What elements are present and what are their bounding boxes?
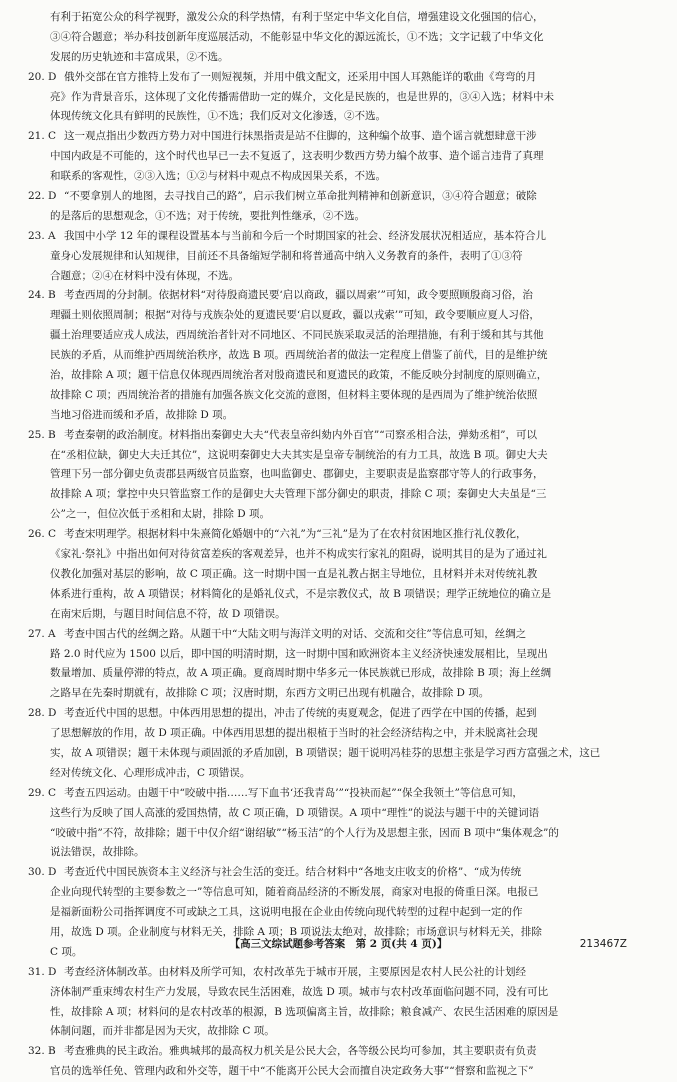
text-line [0,8,635,28]
text-line [0,605,635,625]
question-answer-line [0,127,635,147]
answer-letter: A [48,229,56,242]
question-answer-line [0,704,635,724]
line-text: “不要拿别人的地图，去寻找自己的路”，启示我们树立革命批判精神和创新意识，③④符合题意；破除 [64,190,537,203]
question-answer-line [0,525,635,545]
line-text: 在“丞相位缺，御史大夫迁其位”，这说明秦御史大夫其实是皇帝专制统治的有力工具，故选 B 项。御史大夫 [50,448,548,461]
text-line [0,88,635,108]
question-answer-line [0,187,635,207]
line-text: 考查雅典的民主政治。雅典城邦的最高权力机关是公民大会，各等级公民均可参加，其主要职责有负责 [64,1045,537,1058]
line-text: 在南宋后期，与题目时间信息不符，故 D 项错误。 [50,607,286,620]
question-number: 31. [28,965,45,978]
line-text: 之路早在先秦时期就有，故排除 C 项；汉唐时期，东西方文明已出现有机融合，故排除 D 项。 [50,687,490,700]
text-line [0,804,635,824]
text-line [0,48,635,68]
line-text: 这一观点指出少数西方势力对中国进行抹黑指责是站不住脚的，这种编个故事、造个谣言就想肆意干涉 [64,130,537,143]
text-line [0,724,635,744]
text-line [0,406,635,426]
text-line [0,645,635,665]
question-number: 24. [28,289,45,302]
line-text: 济体制严重束缚农村生产力发展，导致农民生活困难，故选 D 项。城市与农村改革面临问题不同，没有可比 [50,985,549,998]
line-text: C 项。 [50,945,83,958]
line-text: 性，故排除 A 项；材料问的是农村改革的根源，B 选项偏离主旨，故排除；粮食减产、农民生活困难的原因是 [50,1005,559,1018]
question-number: 30. [28,866,45,879]
line-text: 考查近代中国的思想。中体西用思想的提出，冲击了传统的夷夏观念，促进了西学在中国的传播，起到 [64,707,537,720]
line-text: 说法错误，故排除。 [50,846,145,859]
line-text: 管理下另一部分御史负责郡县两级官员监察，也叫监御史、郡御史，主要职责是监察郡守等人的行政事务， [50,468,544,481]
line-text: 治，故排除 A 项；题干信息仅体现西周统治者对殷商遗民和夏遗民的政策，不能反映分封制度的原则确立， [50,369,548,382]
line-text: 考查五四运动。由题干中“咬破中指……写下血书‘还我青岛’”“投袂而起”“保全我领土”等信息可知， [64,786,523,799]
line-text: 疆土治理要适应戎人成法，西周统治者针对不同地区、不同民族采取灵活的治理措施，有利于缓和其与其他 [50,329,544,342]
footer-title: 【高三文综试题参考答案 第 2 页(共 4 页)】 [229,938,448,950]
question-number: 26. [28,528,45,541]
question-number: 22. [28,190,45,203]
text-line [0,565,635,585]
line-text: 考查中国古代的丝绸之路。从题干中“大陆文明与海洋文明的对话、交流和交往”等信息可知，丝绸之 [64,627,527,640]
text-line [0,167,635,187]
answer-letter: D [48,866,57,879]
text-line [0,824,635,844]
line-text: 仪教化加强对基层的影响，故 C 项正确。这一时期中国一直是礼教占据主导地位，且材料并未对传统礼教 [50,567,538,580]
line-text: 考查西周的分封制。依据材料“对待殷商遗民要‘启以商政，疆以周索’”可知，政令要照顾殷商习俗，治 [64,289,533,302]
line-text: 中国内政是不可能的，这个时代也早已一去不复返了，这表明少数西方势力编个故事、造个谣言违背了真理 [50,150,544,163]
line-text: 民族的矛盾，从而维护西周统治秩序，故选 B 项。西周统治者的做法一定程度上借鉴了前代，目的是维护统 [50,349,548,362]
line-text: “咬破中指”不符，故排除；题干中仅介绍“谢绍敏”“杨玉洁”的个人行为及思想主张，因而 B 项中“集体观念”的 [50,826,559,839]
question-number: 20. [28,70,45,83]
line-text: 俄外交部在官方推特上发布了一则短视频，并用中俄文配文，还采用中国人耳熟能详的歌曲《弯弯的月 [64,70,537,83]
line-text: 的是落后的思想观念，①不选；对于传统，要批判性继承，②不选。 [50,209,365,222]
question-answer-line [0,963,635,983]
text-line [0,485,635,505]
text-line [0,1062,635,1082]
answer-letter: C [48,130,57,143]
question-answer-line [0,784,635,804]
text-line [0,1022,635,1042]
question-answer-line [0,625,635,645]
text-line [0,983,635,1003]
line-text: 路 2.0 时代应为 1500 以后，即中国的明清时期，这一时期中国和欧洲资本主义经济快速发展相比，呈现出 [50,647,548,660]
question-answer-line [0,68,635,88]
text-line [0,247,635,267]
text-line [0,843,635,863]
text-line [0,744,635,764]
text-line [0,267,635,287]
line-text: 体制问题，而并非都是因为天灾，故排除 C 项。 [50,1025,275,1038]
text-line [0,505,635,525]
question-answer-line [0,426,635,446]
text-line [0,207,635,227]
line-text: 童身心发展规律和认知规律，目前还不具备缩短学制和将普通高中纳入义务教育的条件，表明了①③符 [50,249,523,262]
answer-letter: B [48,289,56,302]
question-number: 25. [28,428,45,441]
text-line [0,306,635,326]
text-line [0,684,635,704]
line-text: 考查秦朝的政治制度。材料指出秦御史大夫“代表皇帝纠劾内外百官”“司察丞相合法，弹劾丞相”，可以 [64,428,537,441]
line-text: 有利于拓宽公众的科学视野，激发公众的科学热情，有利于坚定中华文化自信，增强建设文化强国的信心， [50,11,544,23]
text-line [0,664,635,684]
text-line [0,764,635,784]
text-line [0,903,635,923]
line-text: 理疆土则依照周制；根据“对待与戎族杂处的夏遗民要‘启以夏政，疆以戎索’”可知，政令要顺应夏人习俗， [50,309,540,322]
question-answer-line [0,863,635,883]
answer-letter: C [48,528,57,541]
question-number: 32. [28,1045,45,1058]
text-line [0,1003,635,1023]
answer-letter: B [48,1045,56,1058]
line-text: 官员的选举任免、管理内政和外交等，题干中“不能离开公民大会而擅自决定政务大事”“督察和监视之下” [50,1065,534,1078]
question-answer-line [0,227,635,247]
text-line [0,465,635,485]
question-number: 29. [28,786,45,799]
answer-letter: D [48,190,57,203]
answer-letter: D [48,70,57,83]
text-line [0,883,635,903]
line-text: 企业向现代转型的主要参数之一”等信息可知，随着商品经济的不断发展，商家对电报的倚重日深。电报已 [50,886,539,899]
line-text: 亮》作为背景音乐，这体现了文化传播需借助一定的媒介，文化是民族的，也是世界的，③④入选；材料中未 [50,90,554,103]
text-line [0,346,635,366]
answer-letter: D [48,965,57,978]
question-number: 23. [28,229,45,242]
text-line [0,545,635,565]
line-text: 和联系的客观性，②③入选；①②与材料中观点不构成因果关系，不选。 [50,170,386,183]
line-text: 考查宋明理学。根据材料中朱熹简化婚姻中的“六礼”为“三礼”是为了在农村贫困地区推行礼仪教化， [64,528,527,541]
line-text: 用，故选 D 项。企业制度与材料无关，排除 A 项；B 项说法太绝对，故排除；市场意识与材料无关，排除 [50,925,542,938]
page-footer [0,934,677,954]
text-line [0,107,635,127]
line-text: 了思想解放的作用，故 D 项正确。中体西用思想的提出根植于当时的社会经济结构之中，并未脱离社会现 [50,727,538,740]
line-text: ③④符合题意；举办科技创新年度巡展活动，不能彰显中华文化的源远流长，①不选；文字记载了中华文化 [50,30,544,43]
line-text: 当地习俗进而缓和矛盾，故排除 D 项。 [50,408,234,421]
answer-letter: C [48,786,57,799]
line-text: 公”之一，但位次低于丞相和太尉，排除 D 项。 [50,508,270,521]
line-text: 考查经济体制改革。由材料及所学可知，农村改革先于城市开展，主要原因是农村人民公社的计划经 [64,965,526,978]
line-text: 故排除 C 项；西周统治者的措施有加强各族文化交流的意图，但材料主要体现的是西周为了维护统治依照 [50,388,538,401]
line-text: 发展的历史轨迹和丰富成果，②不选。 [50,50,229,63]
question-number: 21. [28,130,45,143]
answer-letter: B [48,428,56,441]
question-number: 28. [28,707,45,720]
line-text: 数量增加、质量停滞的特点，故 A 项正确。夏商周时期中华多元一体民族就已形成，故排除 B 项；海上丝绸 [50,667,552,680]
text-line [0,446,635,466]
line-text: 经对传统文化、心理形成冲击，C 项错误。 [50,766,251,779]
answer-text-body [0,8,677,1082]
line-text: 是福新面粉公司指挥调度不可或缺之工具，这说明电报在企业由传统向现代转型的过程中起到一定的作 [50,906,523,919]
line-text: 合题意；②④在材料中没有体现，不选。 [50,269,239,282]
question-number: 27. [28,627,45,640]
answer-letter: D [48,707,57,720]
line-text: 我国中小学 12 年的课程设置基本与当前和今后一个时期国家的社会、经济发展状况相适应，基本符合儿 [64,229,547,242]
answer-letter: A [48,627,56,640]
question-answer-line [0,1042,635,1062]
line-text: 《家礼·祭礼》中指出如何对待贫富差疾的客观差异，也并不构成实行家礼的阻碍，说明其目的是为了通过礼 [50,548,547,561]
text-line [0,585,635,605]
question-answer-line [0,286,635,306]
line-text: 体系进行重构，故 A 项错误；材料简化的是婚礼仪式，不是宗教仪式，故 B 项错误；理学正统地位的确立是 [50,587,552,600]
line-text: 故排除 A 项；掌控中央只管监察工作的是御史大夫管理下部分御史的职责，排除 C 项；秦御史大夫虽是“三 [50,488,547,501]
line-text: 这些行为反映了国人高涨的爱国热情，故 C 项正确，D 项错误。A 项中“理性”的说法与题干中的关键词语 [50,806,540,819]
line-text: 实，故 A 项错误；题干未体现与顽固派的矛盾加剧，B 项错误；题干说明冯桂芬的思想主张是学习西方富强之术，这已 [50,746,601,759]
text-line [0,28,635,48]
text-line [0,147,635,167]
text-line [0,326,635,346]
text-line [0,386,635,406]
text-line [0,366,635,386]
exam-code: 213467Z [579,938,627,950]
line-text: 考查近代中国民族资本主义经济与社会生活的变迁。结合材料中“各地支庄收支的价格”、“成为传统 [64,866,522,879]
line-text: 体现传统文化具有鲜明的民族性，①不选；我们反对文化渗透，②不选。 [50,110,386,123]
